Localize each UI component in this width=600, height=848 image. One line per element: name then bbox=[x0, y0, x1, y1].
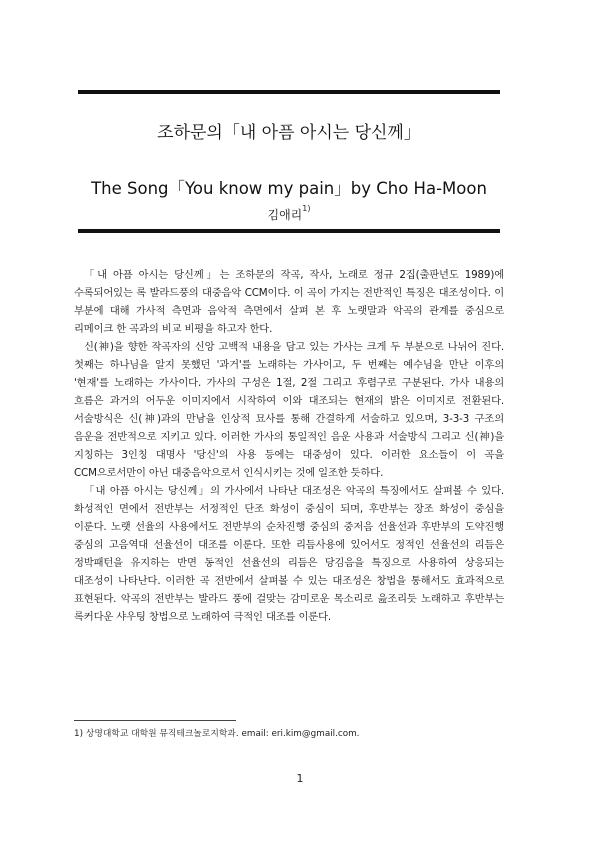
bottom-rule bbox=[78, 229, 500, 233]
page-number: 1 bbox=[296, 772, 304, 785]
body-paragraph-3: 「내 아픔 아시는 당신께」의 가사에서 나타난 대조성은 악곡의 특징에서도 살펴볼 수 있다. 화성적인 면에서 전반부는 서정적인 단조 화성이 중심이 되며, 후반부는 장조 화성이 중심을 이룬다. 노랫 선율의 사용에서도 전반부의 순차진행 중심의 중저음 선율선과 후반부의 도약진행 중심의 고음역대 선율선이 대조를 이룬다. 또한 리듬사용에 있어서도 정적인 선율선의 리듬은 정박패턴을 유지하는 반면 동적인 선율선의 리듬은 당김음을 특징으로 사용하여 상응되는 대조성이 나타난다. 이러한 곡 전반에서 살펴볼 수 있는 대조성은 창법을 통해서도 효과적으로 표현된다. 악곡의 전반부는 발라드 풍에 걸맞는 감미로운 목소리로 읊조리듯 노래하고 후반부는 록커다운 샤우팅 창법으로 노래하여 극적인 대조를 이룬다. bbox=[74, 485, 504, 623]
author-footnote-mark: 1) bbox=[302, 204, 311, 213]
body-paragraph-2: 신(神)을 향한 작곡자의 신앙 고백적 내용을 담고 있는 가사는 크게 두 부분으로 나뉘어 진다. 첫째는 하나님을 알지 못했던 '과거'를 노래하는 가사이고, 두 번째는 예수님을 만난 이후의 '현재'를 노래하는 가사이다. 가사의 구성은 1절, 2절 그리고 후렴구로 구분된다. 가사 내용의 흐름은 과거의 어두운 이미지에서 시작하여 이와 대조되는 현재의 밝은 이미지로 전환된다. 서술방식은 신(神)과의 만남을 인상적 묘사를 통해 간결하게 서술하고 있으며, 3-3-3 구조의 음운을 전반적으로 지키고 있다. 이러한 가사의 통일적인 음운 사용과 서술방식 그리고 신(神)을 지칭하는 3인칭 대명사 '당신'의 사용 등에는 대중성이 있다. 이러한 요소들이 이 곡을 CCM으로서만이 아닌 대중음악으로서 인식시키는 것에 일조한 듯하다. bbox=[74, 341, 504, 479]
body-paragraph-1: 「내 아픔 아시는 당신께」는 조하문의 작곡, 작사, 노래로 정규 2집(출판년도 1989)에 수록되어있는 록 발라드풍의 대중음악 CCM이다. 이 곡이 가지는 전반적인 특징은 대조성이다. 이 부분에 대해 가사적 측면과 음악적 측면에서 살펴 본 후 노랫말과 악곡의 관계를 중심으로 리메이크 한 곡과의 비교 비평을 하고자 한다. bbox=[74, 269, 504, 335]
title-english: The Song「You know my pain」by Cho Ha-Moon bbox=[91, 179, 487, 198]
body-text bbox=[74, 266, 504, 626]
footnote: 1) 상명대학교 대학원 뮤직테크놀로지학과. email: eri.kim@gmail.com. bbox=[74, 729, 360, 739]
author-name: 김애리 bbox=[267, 208, 303, 222]
author-line bbox=[78, 206, 500, 223]
top-rule bbox=[78, 90, 500, 94]
footnote-rule bbox=[74, 720, 236, 721]
title-korean: 조하문의「내 아픔 아시는 당신께」 bbox=[157, 123, 421, 143]
